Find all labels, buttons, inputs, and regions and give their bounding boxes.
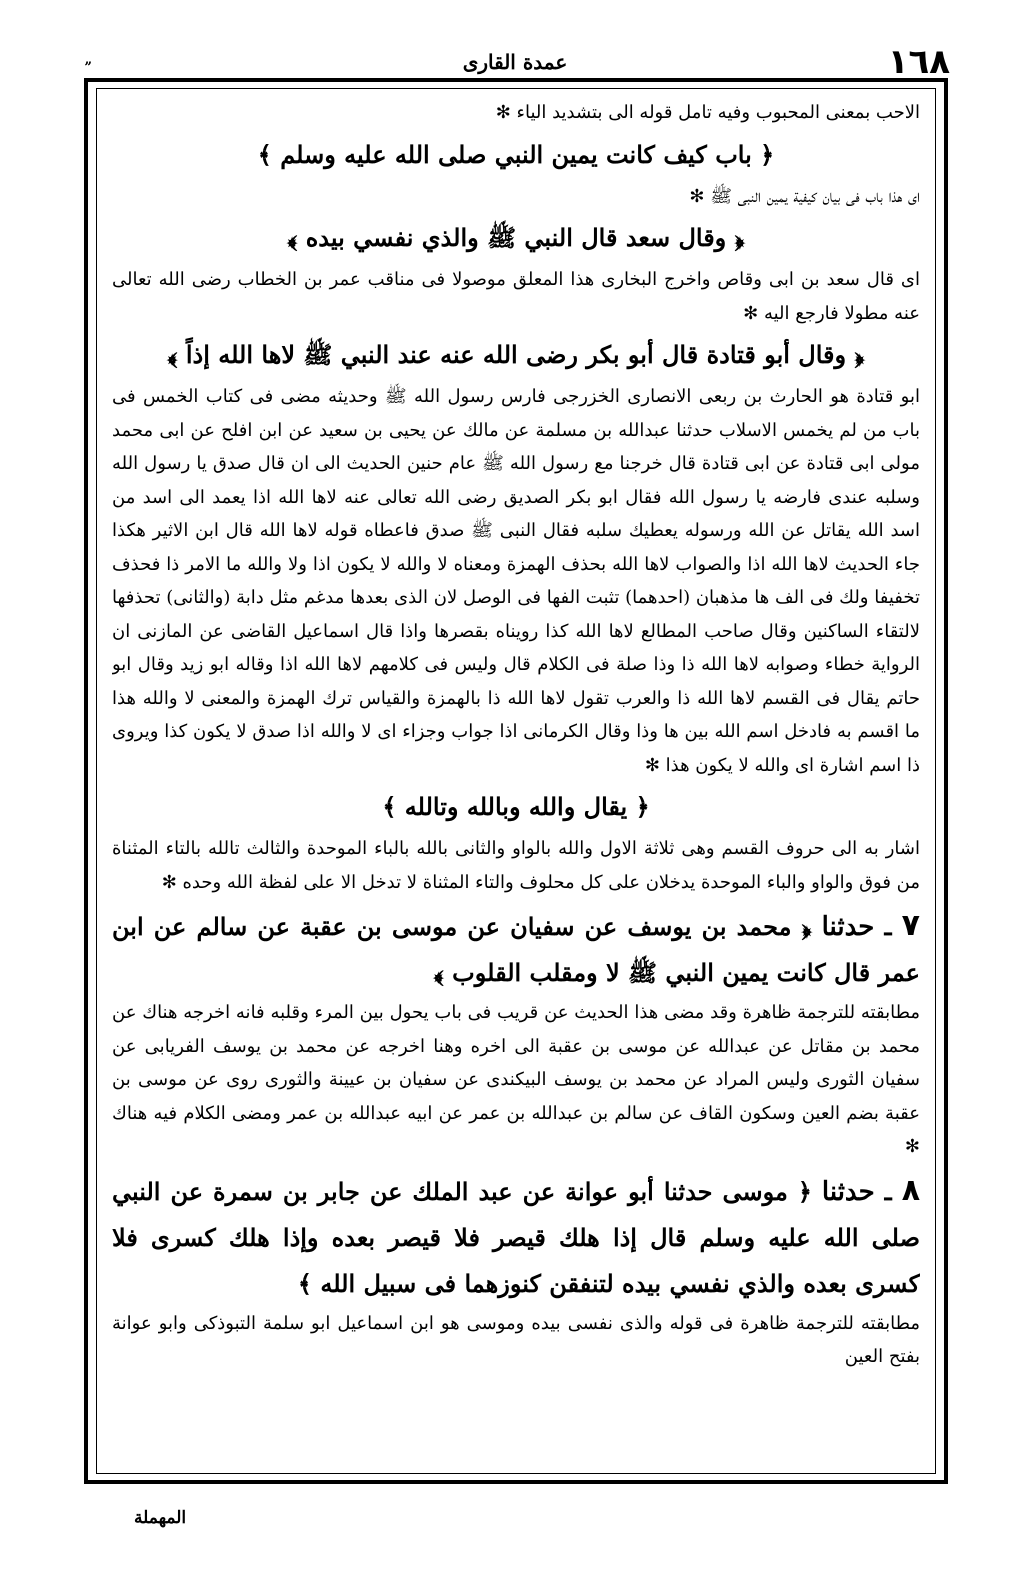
- commentary-paragraph: مطابقته للترجمة ظاهرة وقد مضى هذا الحديث عن قريب فى باب يحول بين المرء وقلبه فانه اخرجه هناك عن محمد بن مقاتل عن عبدالله عن موسى بن عقبة الى اخره وهنا اخرجه عن محمد بن يوسف الفريابى عن سفيان الثورى وليس المراد عن محمد بن يوسف البيكندى عن سفيان بن عيينة والثورى روى عن موسى بن عقبة بضم العين وسكون القاف عن سالم بن عبدالله بن عمر عن ابيه عبدالله بن عمر ومضى الكلام فيه هناك ✻: [112, 1002, 920, 1157]
- chapter-heading: ﴿ باب كيف كانت يمين النبي صلى الله عليه وسلم ﴾: [257, 139, 775, 169]
- quoted-text-heading: ﴿ وقال أبو قتادة قال أبو بكر رضى الله عنه عند النبي ﷺ لاها الله إذاً ﴾: [167, 340, 865, 369]
- commentary-paragraph: اشار به الى حروف القسم وهى ثلاثة الاول والله بالواو والثانى بالله بالباء الموحدة والثالث تالله بالتاء المثناة من فوق والواو والباء الموحدة يدخلان على كل محلوف والتاء المثناة لا تدخل الا على لفظة الله وحده ✻: [112, 838, 920, 893]
- commentary-paragraph: اى قال سعد بن ابى وقاص واخرج البخارى هذا المعلق موصولا فى مناقب عمر بن الخطاب رضى الله تعالى عنه مطولا فارجع اليه ✻: [112, 269, 920, 324]
- quoted-text-heading: ﴿ وقال سعد قال النبي ﷺ والذي نفسي بيده ﴾: [287, 223, 745, 252]
- commentary-paragraph: اى هذا باب فى بيان كيفية يمين النبى ﷺ ✻: [689, 185, 920, 207]
- running-title: عمدة القارى: [462, 50, 568, 74]
- corner-mark: ˮ: [84, 60, 92, 76]
- hadith-body: ﴿ موسى حدثنا أبو عوانة عن عبد الملك عن جابر بن سمرة عن النبي صلى الله عليه وسلم قال إذا هلك قيصر فلا قيصر بعده وإذا هلك كسرى فلا كسرى بعده والذي نفسي بيده لتنفقن كنوزهما فى سبيل الله ﴾: [112, 1176, 920, 1298]
- quoted-text-heading: ﴿ يقال والله وبالله وتالله ﴾: [382, 792, 650, 821]
- page-number: ١٦٨: [887, 42, 950, 82]
- hadith-text: ٨ ـ حدثنا ﴿ موسى حدثنا أبو عوانة عن عبد الملك عن جابر بن سمرة عن النبي صلى الله عليه وسلم قال إذا هلك قيصر فلا قيصر بعده وإذا هلك كسرى فلا كسرى بعده والذي نفسي بيده لتنفقن كنوزهما فى سبيل الله ﴾: [112, 1172, 920, 1298]
- hadith-number: ٧: [901, 908, 920, 943]
- hadith-text: ٧ ـ حدثنا ﴿ محمد بن يوسف عن سفيان عن موسى بن عقبة عن سالم عن ابن عمر قال كانت يمين النبي ﷺ لا ومقلب القلوب ﴾: [112, 908, 920, 987]
- page-header: [80, 42, 950, 82]
- catchword: المهملة: [134, 1508, 187, 1528]
- commentary-paragraph: مطابقته للترجمة ظاهرة فى قوله والذى نفسى بيده وموسى هو ابن اسماعيل ابو سلمة التبوذكى وابو عوانة بفتح العين: [112, 1312, 920, 1367]
- page-body: [112, 96, 920, 1466]
- hadith-number: ٨: [901, 1172, 920, 1208]
- hadith-opening: حدثنا: [821, 1176, 875, 1207]
- commentary-paragraph: الاحب بمعنى المحبوب وفيه تامل قوله الى بتشديد الياء ✻: [495, 102, 920, 123]
- commentary-paragraph: ابو قتادة هو الحارث بن ربعى الانصارى الخزرجى فارس رسول الله ﷺ وحديثه مضى فى كتاب الخمس فى باب من لم يخمس الاسلاب حدثنا عبدالله بن مسلمة عن مالك عن يحيى بن سعيد عن ابن افلح عن ابى محمد مولى ابى قتادة عن ابى قتادة قال خرجنا مع رسول الله ﷺ عام حنين الحديث الى ان قال صدق يا رسول الله وسلبه عندى فارضه يا رسول الله فقال ابو بكر الصديق رضى الله تعالى عنه لاها الله اذا يعمد الى اسد من اسد الله يقاتل عن الله ورسوله يعطيك سلبه فقال النبى ﷺ صدق فاعطاه قوله لاها الله قال ابن الاثير هكذا جاء الحديث لاها الله اذا والصواب لاها الله بحذف الهمزة ومعناه لا والله لا يكون اذا ولا والله ما الامر ذا فحذف تخفيفا ولك فى الف ها مذهبان (احدهما) تثبت الفها فى الوصل لان الذى بعدها مدغم مثل دابة (والثانى) تحذفها لالتقاء الساكنين وقال صاحب المطالع لاها الله كذا رويناه بقصرها واذا قال اسماعيل القاضى عن المازنى ان الرواية خطاء وصوابه لاها الله ذا وذا صلة فى الكلام قال وليس فى كلامهم لاها الله اذا وقاله ابو زيد وقال ابو حاتم يقال فى القسم لاها الله ذا والعرب تقول لاها الله ذا بالهمزة والقياس ترك الهمزة والمعنى لا والله هذا ما اقسم به فادخل اسم الله بين ها وذا وقال الكرمانى اذا جواب وجزاء اى لا والله اذا صدق لا يكون كذا ويروى ذا اسم اشارة اى والله لا يكون هذا ✻: [112, 386, 920, 776]
- hadith-body: ﴿ محمد بن يوسف عن سفيان عن موسى بن عقبة عن سالم عن ابن عمر قال كانت يمين النبي ﷺ لا ومقلب القلوب ﴾: [112, 912, 920, 987]
- hadith-opening: حدثنا: [821, 912, 875, 942]
